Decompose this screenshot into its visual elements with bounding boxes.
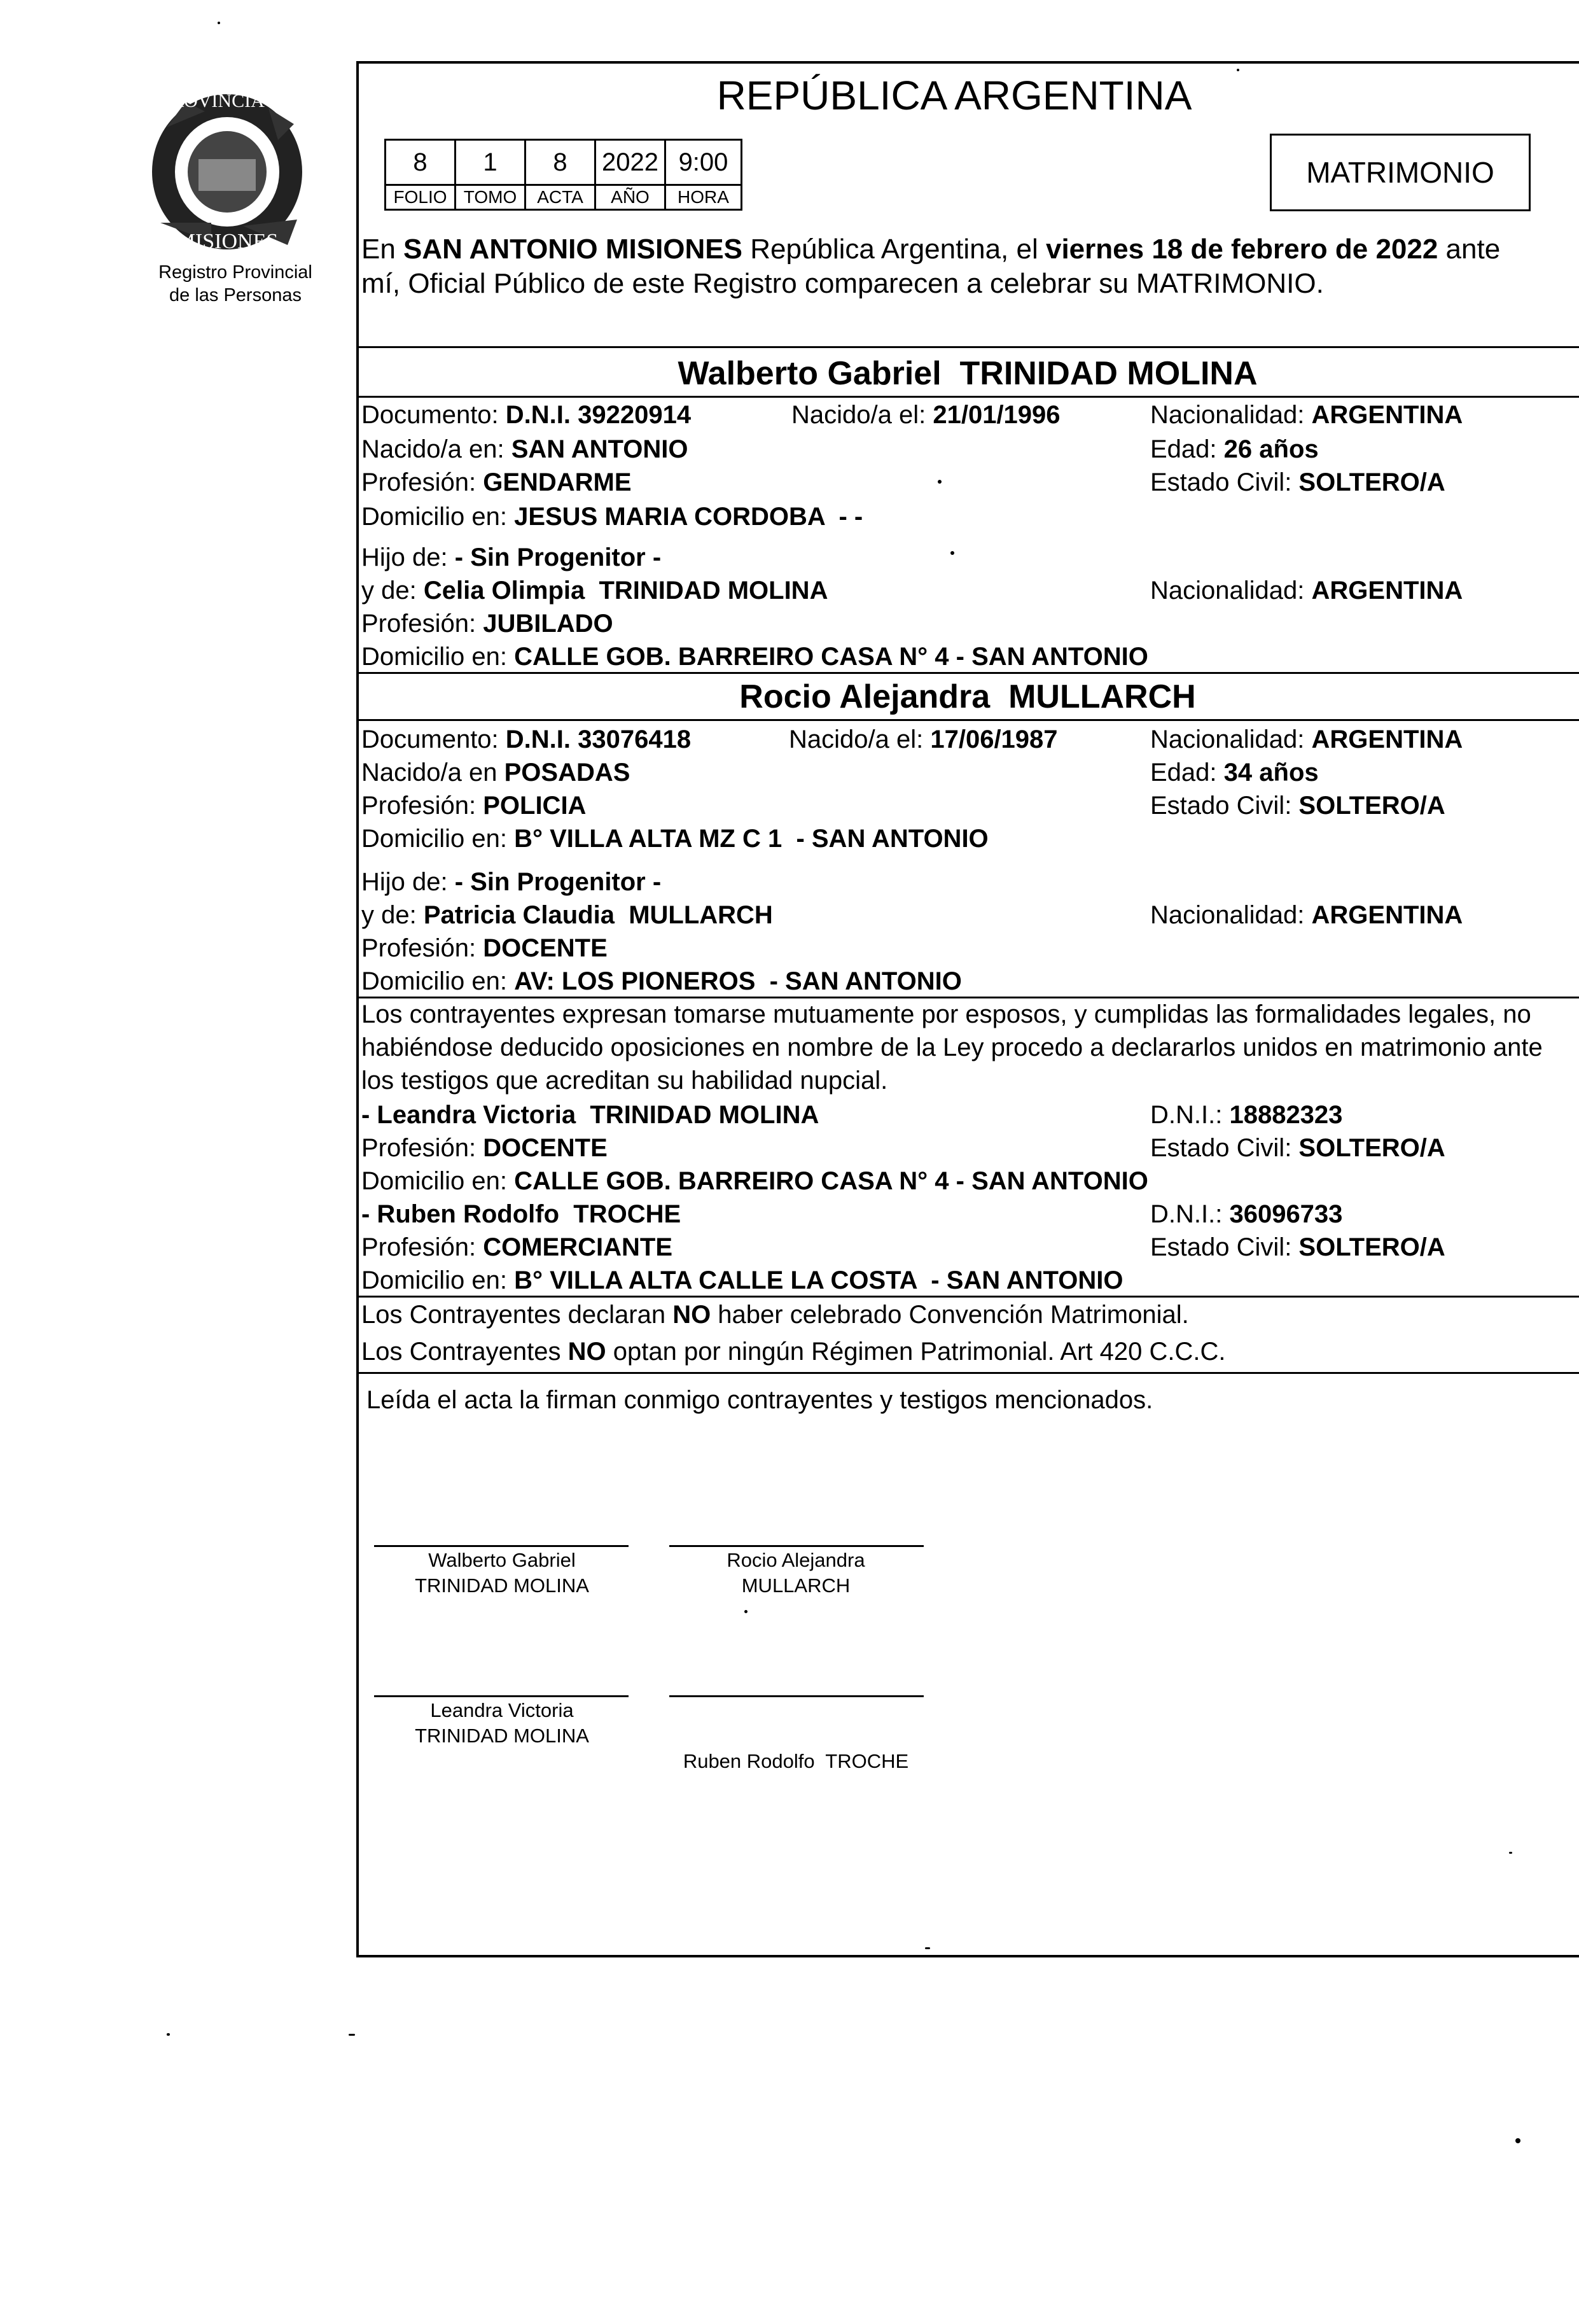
groom-parent-nacionalidad: Nacionalidad: ARGENTINA	[1150, 577, 1463, 605]
bride-estado-civil: Estado Civil: SOLTERO/A	[1150, 792, 1445, 820]
folio-label: FOLIO	[384, 184, 456, 211]
witness-2-domicilio: Domicilio en: B° VILLA ALTA CALLE LA COSTA - SAN ANTONIO	[361, 1266, 1123, 1294]
signature-line-witness-2	[669, 1695, 924, 1697]
divider-convention-top	[356, 1296, 1579, 1298]
folio-value: 8	[384, 139, 456, 186]
groom-nacido-el: Nacido/a el: 21/01/1996	[791, 401, 1061, 429]
bride-nacionalidad: Nacionalidad: ARGENTINA	[1150, 725, 1463, 753]
hora-label: HORA	[664, 184, 742, 211]
bride-hijo-de: Hijo de: - Sin Progenitor -	[361, 868, 662, 896]
scan-speck	[1509, 1852, 1512, 1854]
signature-bride: Rocio Alejandra MULLARCH	[727, 1549, 865, 1597]
intro-text-c: ante	[1438, 234, 1501, 265]
witness-1-profesion: Profesión: DOCENTE	[361, 1134, 608, 1162]
witness-2-profesion: Profesión: COMERCIANTE	[361, 1233, 672, 1261]
divider-groom-name	[356, 396, 1579, 398]
tomo-label: TOMO	[454, 184, 526, 211]
groom-name: Walberto Gabriel TRINIDAD MOLINA	[678, 355, 1258, 392]
bride-name: Rocio Alejandra MULLARCH	[739, 678, 1196, 715]
convention-line-1: Los Contrayentes declaran NO haber celebrado Convención Matrimonial.	[361, 1301, 1189, 1329]
anio-label: AÑO	[594, 184, 666, 211]
declaration-line-3: los testigos que acreditan su habilidad nupcial.	[361, 1067, 888, 1095]
witness-1-dni: D.N.I.: 18882323	[1150, 1101, 1343, 1129]
act-type-box	[1270, 134, 1531, 211]
bride-y-de: y de: Patricia Claudia MULLARCH	[361, 901, 773, 929]
groom-hijo-de: Hijo de: - Sin Progenitor -	[361, 543, 662, 571]
groom-y-de: y de: Celia Olimpia TRINIDAD MOLINA	[361, 577, 828, 605]
divider-closing-top	[356, 1372, 1579, 1374]
groom-estado-civil: Estado Civil: SOLTERO/A	[1150, 468, 1445, 496]
province-seal-logo	[141, 89, 332, 261]
registry-line-1: Registro Provincial	[158, 262, 312, 283]
bride-nacido-en: Nacido/a en POSADAS	[361, 759, 630, 787]
logo-lettering-top: PROVINCIA DE	[160, 90, 294, 111]
signature-witness-1: Leandra Victoria TRINIDAD MOLINA	[415, 1699, 589, 1747]
scan-speck	[938, 480, 942, 484]
bride-parent-profesion: Profesión: DOCENTE	[361, 934, 608, 962]
witness-1-name: - Leandra Victoria TRINIDAD MOLINA	[361, 1101, 819, 1129]
groom-nacionalidad: Nacionalidad: ARGENTINA	[1150, 401, 1463, 429]
groom-profesion: Profesión: GENDARME	[361, 468, 632, 496]
intro-date: viernes 18 de febrero de 2022	[1045, 234, 1438, 265]
convention-line-2: Los Contrayentes NO optan por ningún Régimen Patrimonial. Art 420 C.C.C.	[361, 1338, 1226, 1366]
declaration-line-2: habiéndose deducido oposiciones en nombre de la Ley procedo a declararlos unidos en matrimonio ante	[361, 1033, 1543, 1061]
anio-value: 2022	[594, 139, 666, 186]
closing-statement: Leída el acta la firman conmigo contrayentes y testigos mencionados.	[366, 1386, 1153, 1414]
scan-speck	[167, 2033, 170, 2036]
scan-speck	[925, 1947, 930, 1949]
intro-text-b: República Argentina, el	[742, 234, 1046, 265]
signature-witness-2: Ruben Rodolfo TROCHE	[683, 1750, 909, 1772]
scan-speck	[1515, 2138, 1520, 2143]
groom-parent-domicilio: Domicilio en: CALLE GOB. BARREIRO CASA N° 4 - SAN ANTONIO	[361, 643, 1148, 671]
intro-line-1	[361, 232, 1500, 267]
registry-line-2: de las Personas	[169, 285, 302, 305]
act-type-label: MATRIMONIO	[1306, 156, 1494, 189]
acta-label: ACTA	[524, 184, 596, 211]
page-title: REPÚBLICA ARGENTINA	[716, 73, 1192, 118]
groom-nacido-en: Nacido/a en: SAN ANTONIO	[361, 435, 688, 463]
declaration-line-1: Los contrayentes expresan tomarse mutuamente por esposos, y cumplidas las formalidades legales, no	[361, 1000, 1531, 1028]
bride-parent-nacionalidad: Nacionalidad: ARGENTINA	[1150, 901, 1463, 929]
intro-line-2: mí, Oficial Público de este Registro comparecen a celebrar su MATRIMONIO.	[361, 268, 1324, 299]
signature-line-witness-1	[374, 1695, 629, 1697]
signature-line-groom	[374, 1545, 629, 1547]
frame-top-border	[356, 61, 1579, 64]
scan-speck	[349, 2034, 355, 2036]
groom-parent-profesion: Profesión: JUBILADO	[361, 610, 613, 638]
frame-bottom-border	[356, 1955, 1579, 1957]
bride-edad: Edad: 34 años	[1150, 759, 1319, 787]
bride-domicilio: Domicilio en: B° VILLA ALTA MZ C 1 - SAN ANTONIO	[361, 825, 989, 853]
groom-domicilio: Domicilio en: JESUS MARIA CORDOBA - -	[361, 503, 863, 531]
witness-2-estado: Estado Civil: SOLTERO/A	[1150, 1233, 1445, 1261]
witness-2-dni: D.N.I.: 36096733	[1150, 1200, 1343, 1228]
intro-place: SAN ANTONIO MISIONES	[403, 234, 742, 265]
logo-lettering-bottom: MISIONES	[176, 230, 279, 253]
witness-2-name: - Ruben Rodolfo TROCHE	[361, 1200, 681, 1228]
witness-1-estado: Estado Civil: SOLTERO/A	[1150, 1134, 1445, 1162]
scan-speck	[744, 1610, 748, 1613]
divider-bride-name	[356, 719, 1579, 721]
signature-groom: Walberto Gabriel TRINIDAD MOLINA	[415, 1549, 589, 1597]
divider-bride-top	[356, 672, 1579, 674]
bride-nacido-el: Nacido/a el: 17/06/1987	[789, 725, 1058, 753]
bride-parent-domicilio: Domicilio en: AV: LOS PIONEROS - SAN ANTONIO	[361, 967, 962, 995]
intro-text-a: En	[361, 234, 404, 265]
divider-declaration-top	[356, 997, 1579, 998]
divider-groom-top	[356, 346, 1579, 348]
groom-documento: Documento: D.N.I. 39220914	[361, 401, 692, 429]
scan-speck	[218, 22, 220, 24]
hora-value: 9:00	[664, 139, 742, 186]
bride-profesion: Profesión: POLICIA	[361, 792, 587, 820]
scan-speck	[1237, 69, 1239, 71]
witness-1-domicilio: Domicilio en: CALLE GOB. BARREIRO CASA N° 4 - SAN ANTONIO	[361, 1167, 1148, 1195]
registry-name	[121, 261, 350, 307]
scan-speck	[950, 551, 954, 555]
signature-line-bride	[669, 1545, 924, 1547]
bride-documento: Documento: D.N.I. 33076418	[361, 725, 692, 753]
tomo-value: 1	[454, 139, 526, 186]
groom-edad: Edad: 26 años	[1150, 435, 1319, 463]
frame-left-border	[356, 61, 359, 1957]
acta-value: 8	[524, 139, 596, 186]
